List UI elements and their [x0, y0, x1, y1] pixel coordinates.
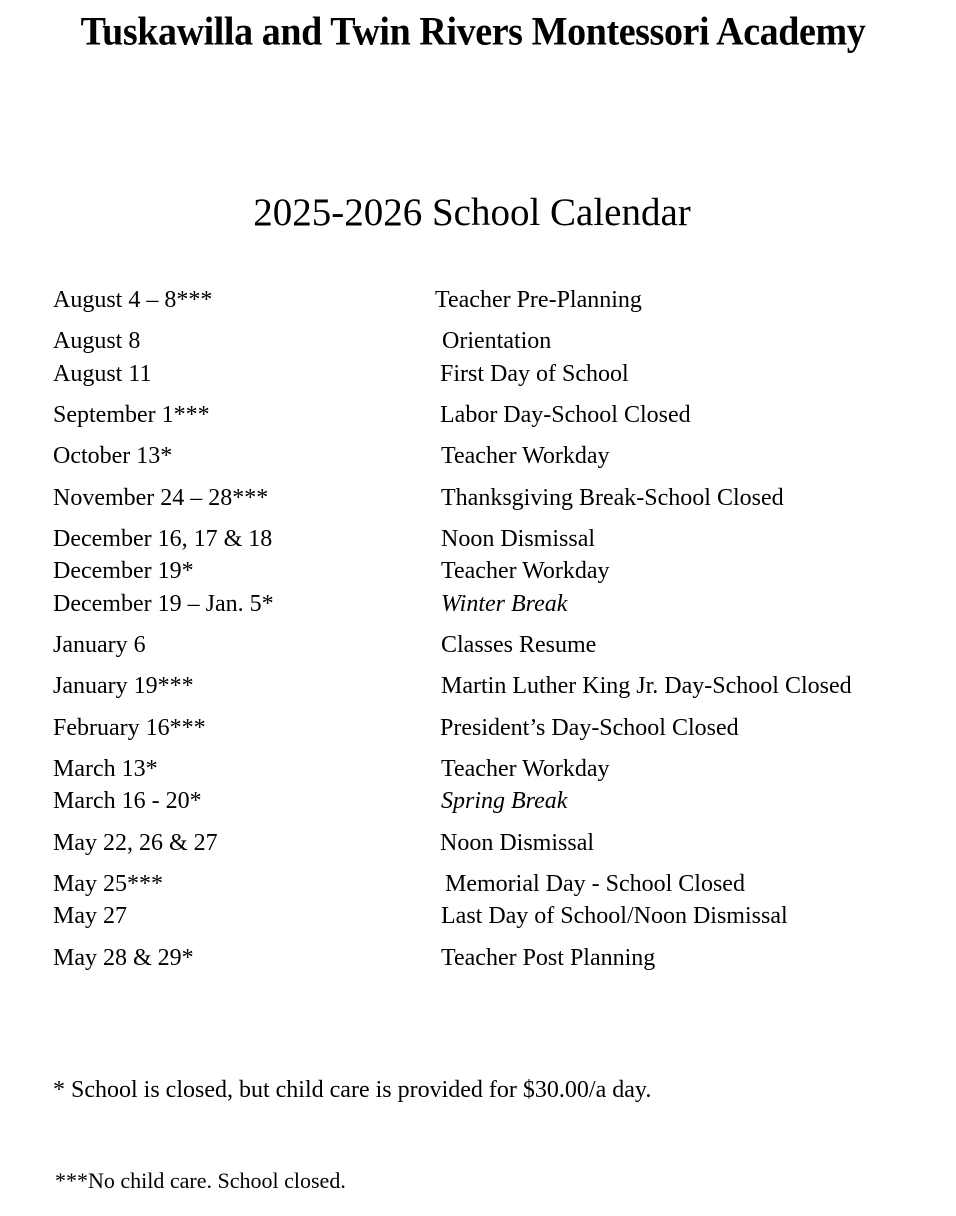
calendar-row [0, 326, 956, 356]
calendar-row [0, 754, 956, 784]
event-date: December 19* [53, 558, 194, 584]
calendar-row [0, 943, 956, 973]
event-description: Thanksgiving Break-School Closed [441, 485, 784, 511]
event-date: August 11 [53, 361, 152, 387]
calendar-row [0, 630, 956, 660]
event-date: December 19 – Jan. 5* [53, 591, 274, 617]
event-date: May 22, 26 & 27 [53, 830, 218, 856]
event-date: November 24 – 28*** [53, 485, 269, 511]
calendar-row [0, 671, 956, 701]
calendar-row [0, 828, 956, 858]
event-date: August 4 – 8*** [53, 287, 213, 313]
event-date: May 25*** [53, 871, 163, 897]
event-description: Teacher Workday [441, 443, 610, 469]
event-description: Spring Break [441, 788, 568, 814]
event-description: Labor Day-School Closed [440, 402, 691, 428]
footnote-triple-asterisk: ***No child care. School closed. [55, 1168, 346, 1193]
calendar-row [0, 400, 956, 430]
calendar-row [0, 589, 956, 619]
calendar-row [0, 285, 956, 315]
calendar-row [0, 483, 956, 513]
event-date: January 6 [53, 632, 146, 658]
calendar-row [0, 869, 956, 899]
event-date: September 1*** [53, 402, 210, 428]
event-date: August 8 [53, 328, 141, 354]
event-description: Last Day of School/Noon Dismissal [441, 903, 788, 929]
calendar-row [0, 359, 956, 389]
event-date: January 19*** [53, 673, 194, 699]
event-date: March 13* [53, 756, 158, 782]
event-description: Memorial Day - School Closed [445, 871, 745, 897]
event-description: Noon Dismissal [440, 830, 595, 856]
event-description: Teacher Workday [441, 756, 610, 782]
event-description: President’s Day-School Closed [440, 715, 739, 741]
event-description: Winter Break [441, 591, 568, 617]
event-description: Teacher Post Planning [441, 945, 656, 971]
calendar-row [0, 441, 956, 471]
event-description: Teacher Pre-Planning [435, 287, 642, 313]
event-description: Noon Dismissal [441, 526, 596, 552]
event-date: October 13* [53, 443, 173, 469]
page-title: 2025-2026 School Calendar [253, 191, 691, 234]
event-date: May 27 [53, 903, 127, 929]
event-description: Classes Resume [441, 632, 597, 658]
calendar-row [0, 786, 956, 816]
calendar-row [0, 524, 956, 554]
event-description: Martin Luther King Jr. Day-School Closed [441, 673, 852, 699]
calendar-row [0, 556, 956, 586]
event-date: December 16, 17 & 18 [53, 526, 273, 552]
event-description: Orientation [442, 328, 552, 354]
event-date: February 16*** [53, 715, 206, 741]
footnote-single-asterisk: * School is closed, but child care is provided for $30.00/a day. [53, 1077, 652, 1103]
event-date: March 16 - 20* [53, 788, 202, 814]
event-date: May 28 & 29* [53, 945, 194, 971]
calendar-row [0, 713, 956, 743]
event-description: Teacher Workday [441, 558, 610, 584]
event-description: First Day of School [440, 361, 629, 387]
school-name: Tuskawilla and Twin Rivers Montessori Academy [80, 9, 866, 55]
calendar-row [0, 901, 956, 931]
